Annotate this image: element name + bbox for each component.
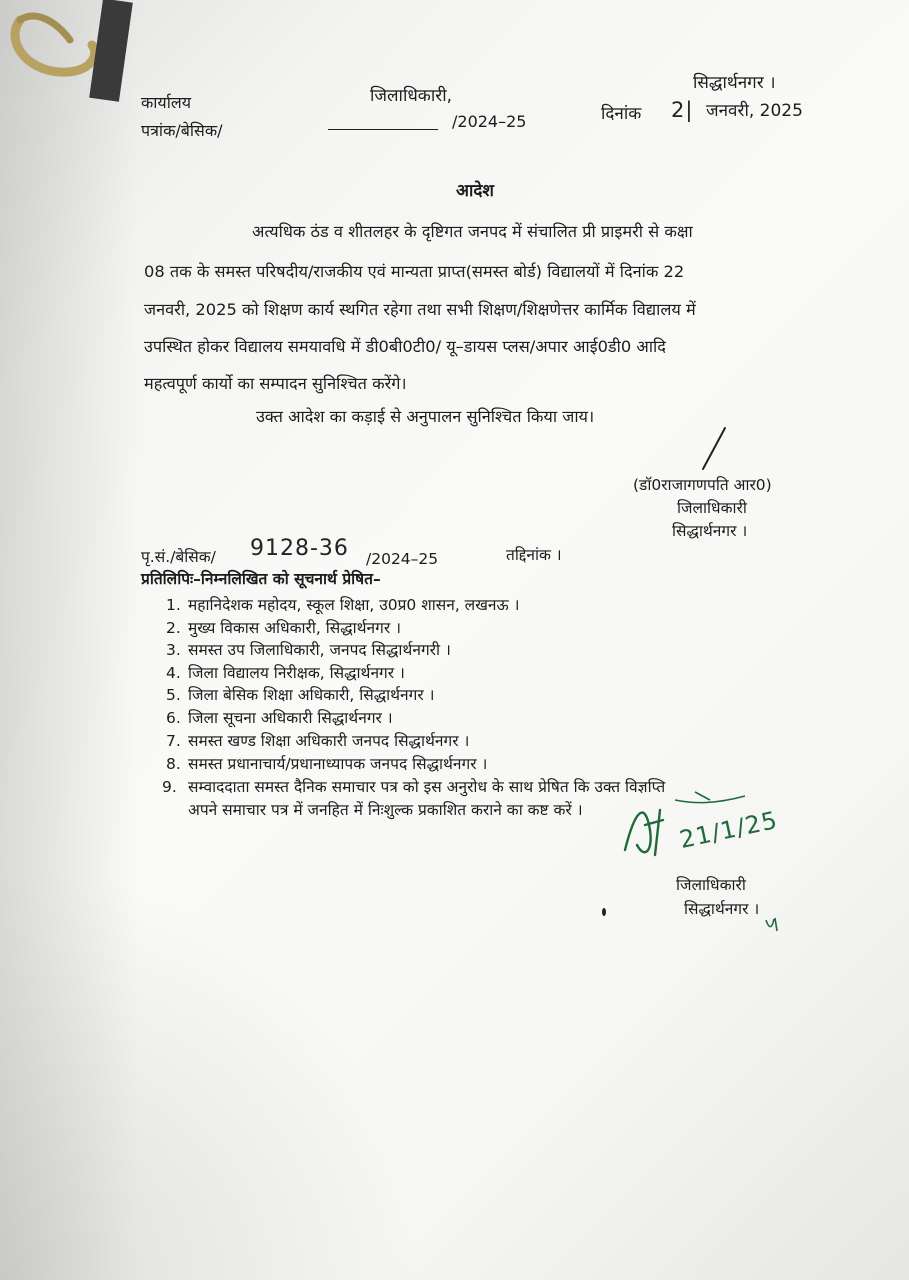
date-day-handwritten: 2| — [671, 98, 694, 122]
page-shadow-corner — [0, 860, 420, 1280]
list-number: 9. — [162, 778, 177, 796]
ink-dot — [600, 906, 608, 918]
order-line-2: 08 तक के समस्त परिषदीय/राजकीय एवं मान्यता प्राप्त(समस्त बोर्ड) विद्यालयों में दिनांक 22 — [144, 262, 685, 281]
list-text: जिला बेसिक शिक्षा अधिकारी, सिद्धार्थनगर । — [188, 686, 435, 704]
order-line-3: जनवरी, 2025 को शिक्षण कार्य स्थगित रहेगा तथा सभी शिक्षण/शिक्षणेत्तर कार्मिक विद्यालय में — [144, 300, 696, 319]
footer-place: सिद्धार्थनगर । — [684, 900, 760, 918]
copy-heading: प्रतिलिपिः–निम्नलिखित को सूचनार्थ प्रेषित– — [141, 570, 381, 588]
list-item — [166, 755, 487, 774]
copy-reference-year: /2024–25 — [366, 550, 439, 568]
list-number: 2. — [166, 619, 181, 637]
order-title: आदेश — [456, 181, 494, 201]
list-text: जिला विद्यालय निरीक्षक, सिद्धार्थनगर । — [188, 664, 405, 682]
order-line-1: अत्यधिक ठंड व शीतलहर के दृष्टिगत जनपद में संचालित प्री प्राइमरी से कक्षा — [252, 222, 693, 241]
copy-reference-prefix: पृ.सं./बेसिक/ — [141, 548, 216, 566]
order-closing: उक्त आदेश का कड़ाई से अनुपालन सुनिश्चित किया जाय। — [256, 407, 595, 426]
header-place: सिद्धार्थनगर । — [693, 73, 776, 93]
list-number: 3. — [166, 641, 181, 659]
list-text: महानिदेशक महोदय, स्कूल शिक्षा, उ0प्र0 शासन, लखनऊ । — [188, 596, 520, 614]
list-item — [166, 619, 401, 638]
list-text: मुख्य विकास अधिकारी, सिद्धार्थनगर । — [188, 619, 401, 637]
order-line-5: महत्वपूर्ण कार्यो का सम्पादन सुनिश्चित करेंगे। — [144, 374, 407, 393]
office-name: जिलाधिकारी, — [370, 86, 453, 106]
list-text: समस्त प्रधानाचार्य/प्रधानाध्यापक जनपद सिद्धार्थनगर । — [188, 755, 488, 773]
date-month-year: जनवरी, 2025 — [706, 101, 803, 121]
list-number: 8. — [166, 755, 181, 773]
list-item — [166, 686, 435, 705]
copy-same-date: तद्दिनांक । — [506, 546, 562, 564]
signature-mark — [695, 425, 735, 475]
handwritten-date: 21/1/25 — [677, 805, 781, 855]
list-number: 4. — [166, 664, 181, 682]
list-item — [162, 778, 665, 797]
list-item-continuation: अपने समाचार पत्र में जनहित में निःशुल्क प्रकाशित कराने का कष्ट करें । — [188, 801, 583, 819]
list-item — [166, 732, 469, 751]
list-number: 7. — [166, 732, 181, 750]
binder-string-icon — [0, 0, 140, 110]
date-label: दिनांक — [601, 104, 642, 124]
reference-number-blank — [328, 129, 438, 130]
list-number: 6. — [166, 709, 181, 727]
footer-designation: जिलाधिकारी — [676, 876, 746, 894]
order-line-4: उपस्थित होकर विद्यालय समयावधि में डी0बी0टी0/ यू–डायस प्लस/अपार आई0डी0 आदि — [144, 337, 666, 356]
list-item — [166, 664, 405, 683]
reference-year: /2024–25 — [452, 112, 527, 131]
list-number: 1. — [166, 596, 181, 614]
signatory-place: सिद्धार्थनगर । — [672, 522, 748, 540]
signatory-name: (डॉ0राजागणपति आर0) — [633, 476, 772, 494]
list-number: 5. — [166, 686, 181, 704]
list-text: समस्त खण्ड शिक्षा अधिकारी जनपद सिद्धार्थनगर । — [188, 732, 470, 750]
list-text: जिला सूचना अधिकारी सिद्धार्थनगर । — [188, 709, 393, 727]
list-item — [166, 709, 393, 728]
signatory-designation: जिलाधिकारी — [677, 499, 747, 517]
list-text: सम्वाददाता समस्त दैनिक समाचार पत्र को इस अनुरोध के साथ प्रेषित कि उक्त विज्ञप्ति — [188, 778, 666, 796]
list-text: समस्त उप जिलाधिकारी, जनपद सिद्धार्थनगरी । — [188, 641, 451, 659]
small-green-initial — [763, 915, 783, 935]
reference-prefix: पत्रांक/बेसिक/ — [141, 121, 223, 140]
copy-reference-number-handwritten: 9128-36 — [250, 536, 349, 561]
office-label: कार्यालय — [141, 93, 191, 112]
list-item — [166, 641, 451, 660]
list-item — [166, 596, 519, 615]
